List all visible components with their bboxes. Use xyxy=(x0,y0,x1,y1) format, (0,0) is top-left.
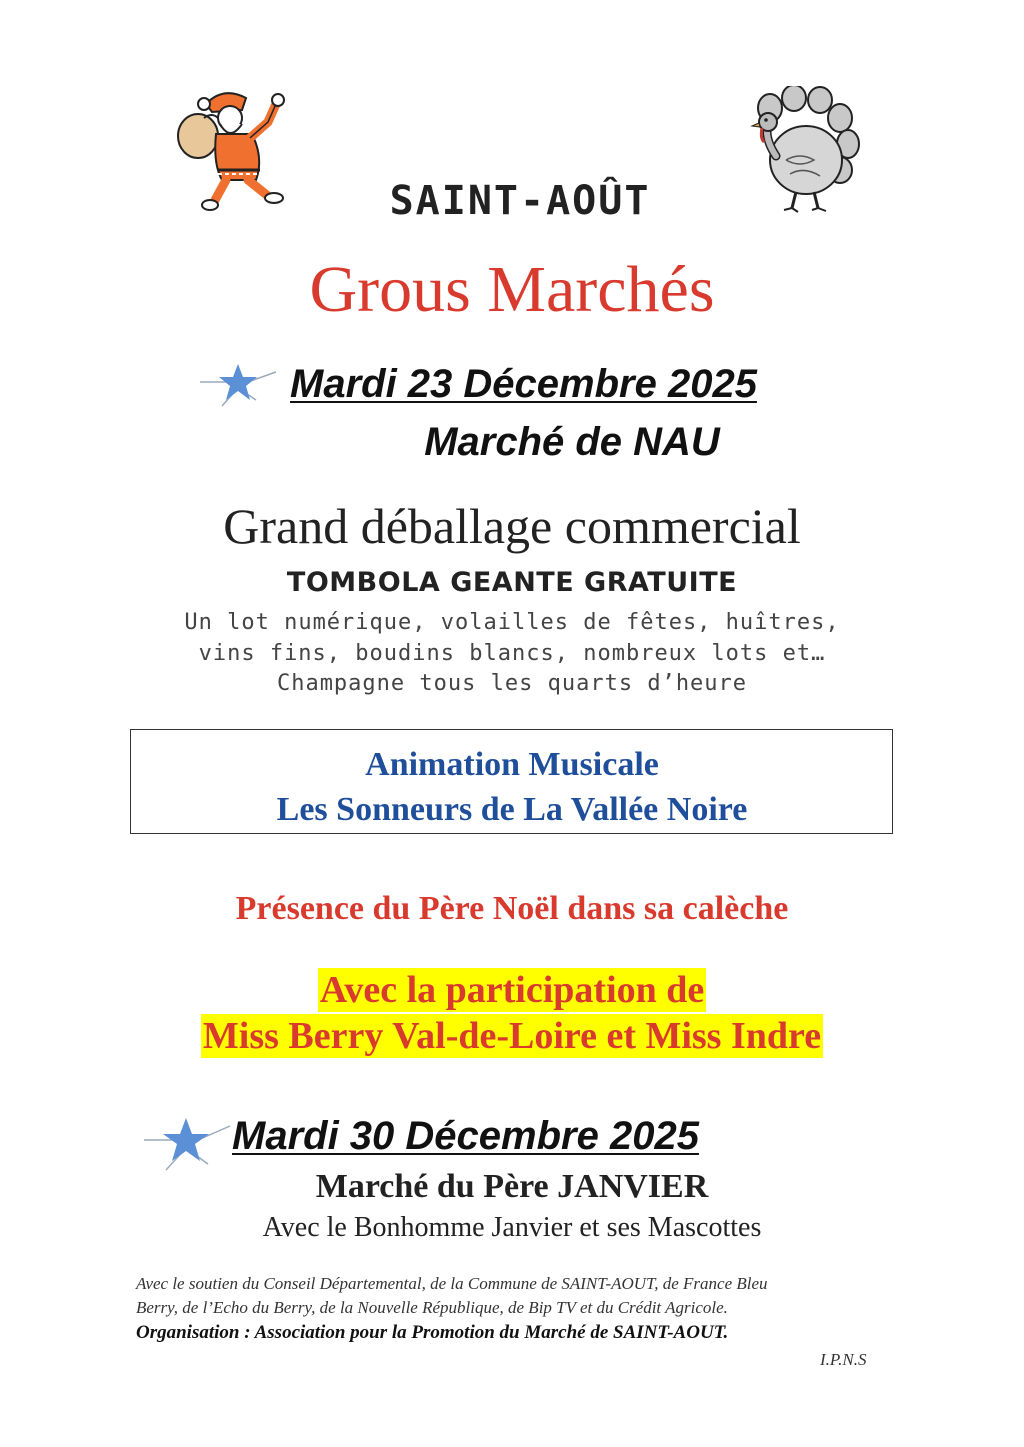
participation-line-1 xyxy=(0,968,1024,1012)
town-name: SAINT-AOÛT xyxy=(389,178,651,224)
prize-line: Un lot numérique, volailles de fêtes, huîtres, xyxy=(184,610,840,635)
star-icon xyxy=(198,358,278,410)
music-title: Animation Musicale xyxy=(365,746,659,783)
organisation: Organisation : Association pour la Promotion du Marché de SAINT-AOUT. xyxy=(136,1322,729,1343)
event-2-date: Mardi 30 Décembre 2025 xyxy=(232,1114,699,1158)
event-1-date: Mardi 23 Décembre 2025 xyxy=(290,362,757,406)
event-1-headline: Grand déballage commercial xyxy=(223,498,801,554)
event-1-name: Marché de NAU xyxy=(424,420,720,464)
santa-presence: Présence du Père Noël dans sa calèche xyxy=(235,890,789,927)
star-icon xyxy=(142,1112,232,1174)
santa-claus-icon xyxy=(168,84,308,214)
tombola-heading: TOMBOLA GEANTE GRATUITE xyxy=(286,567,738,598)
page-title: Grous Marchés xyxy=(309,253,715,326)
participation-text: Avec la participation de xyxy=(319,969,705,1011)
ipns-mark: I.P.N.S xyxy=(820,1350,867,1369)
sponsors-line: Avec le soutien du Conseil Départemental, de la Commune de SAINT-AOUT, de France Bleu xyxy=(136,1274,768,1293)
prize-line: vins fins, boudins blancs, nombreux lots et… xyxy=(198,641,826,666)
sponsors-line: Berry, de l’Echo du Berry, de la Nouvelle République, de Bip TV et du Crédit Agricole. xyxy=(136,1298,728,1317)
prize-line: Champagne tous les quarts d’heure xyxy=(276,671,748,696)
participation-line-2 xyxy=(0,1014,1024,1058)
event-2-subtitle: Avec le Bonhomme Janvier et ses Mascottes xyxy=(262,1212,762,1243)
turkey-icon xyxy=(740,86,860,216)
music-band: Les Sonneurs de La Vallée Noire xyxy=(276,791,748,828)
participation-text: Miss Berry Val-de-Loire et Miss Indre xyxy=(202,1015,822,1057)
event-2-name: Marché du Père JANVIER xyxy=(315,1168,709,1205)
